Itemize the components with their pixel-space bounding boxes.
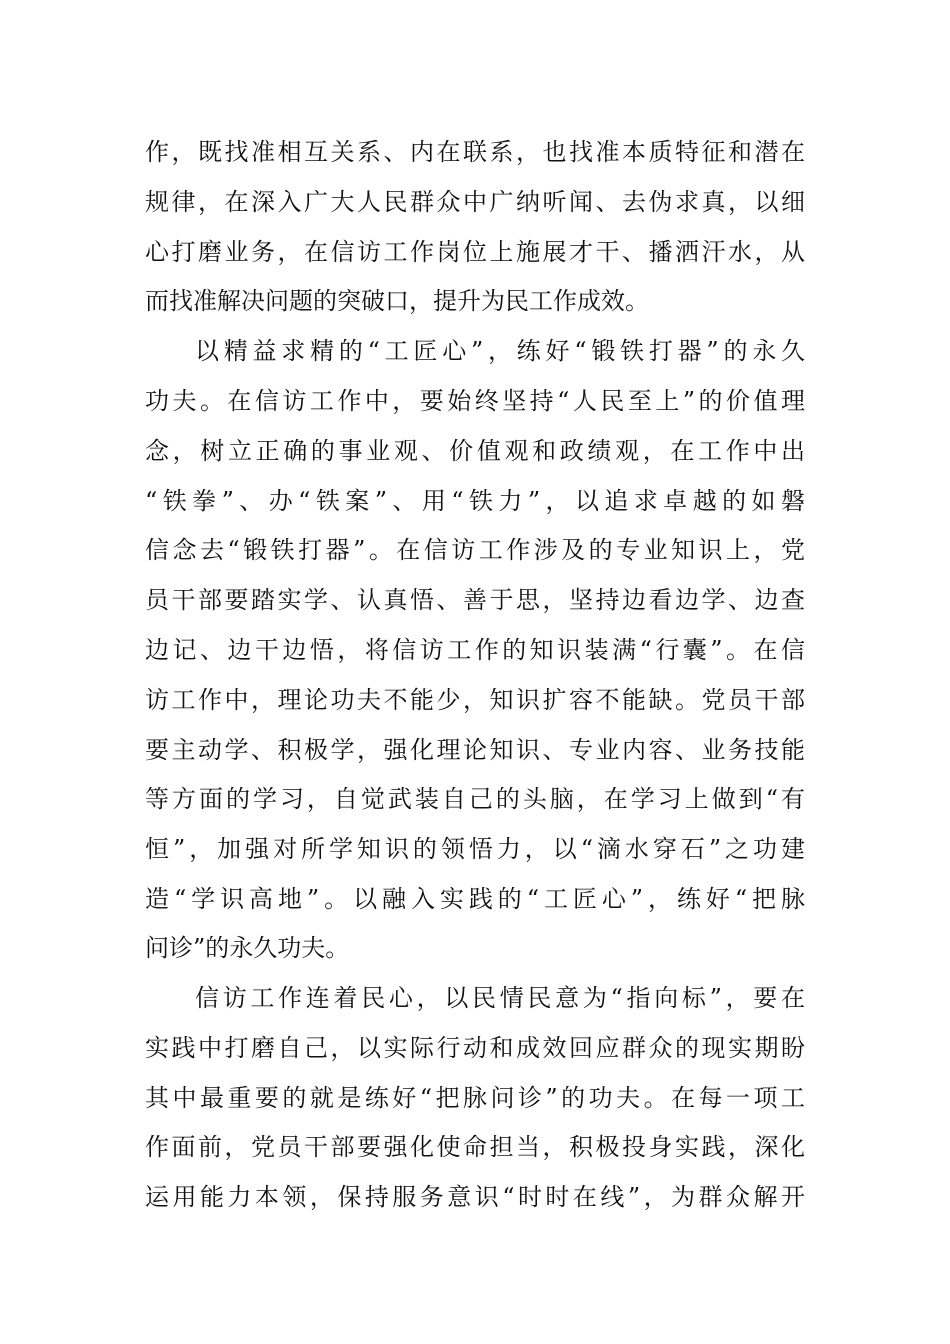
paragraph-line: 运用能力本领，保持服务意识“时时在线”，为群众解开 <box>145 1183 805 1211</box>
paragraph-line: 作，既找准相互关系、内在联系，也找准本质特征和潜在 <box>145 138 805 166</box>
paragraph-line: 以精益求精的“工匠心”，练好“锻铁打器”的永久 <box>195 337 805 365</box>
paragraph-line: 信访工作连着民心，以民情民意为“指向标”，要在 <box>195 984 805 1012</box>
paragraph-line: 心打磨业务，在信访工作岗位上施展才干、播洒汗水，从 <box>145 238 805 266</box>
paragraph-line: 规律，在深入广大人民群众中广纳听闻、去伪求真，以细 <box>145 188 805 216</box>
paragraph-line: 念，树立正确的事业观、价值观和政绩观，在工作中出 <box>145 437 805 465</box>
paragraph-line: 问诊”的永久功夫。 <box>145 934 350 962</box>
paragraph-line: 实践中打磨自己，以实际行动和成效回应群众的现实期盼 <box>145 1034 805 1062</box>
paragraph-line: 访工作中，理论功夫不能少，知识扩容不能缺。党员干部 <box>145 686 805 714</box>
paragraph-line: 恒”，加强对所学知识的领悟力，以“滴水穿石”之功建 <box>145 835 805 863</box>
paragraph-line: 要主动学、积极学，强化理论知识、专业内容、业务技能 <box>145 736 805 764</box>
paragraph-line: 员干部要踏实学、认真悟、善于思，坚持边看边学、边查 <box>145 586 805 614</box>
paragraph-line: 其中最重要的就是练好“把脉问诊”的功夫。在每一项工 <box>145 1084 805 1112</box>
paragraph-line: 造“学识高地”。以融入实践的“工匠心”，练好“把脉 <box>145 885 805 913</box>
paragraph-line: 信念去“锻铁打器”。在信访工作涉及的专业知识上，党 <box>145 536 805 564</box>
paragraph-line: 等方面的学习，自觉武装自己的头脑，在学习上做到“有 <box>145 785 805 813</box>
paragraph-line: 而找准解决问题的突破口，提升为民工作成效。 <box>145 287 649 315</box>
paragraph-line: 边记、边干边悟，将信访工作的知识装满“行囊”。在信 <box>145 636 805 664</box>
paragraph-line: 功夫。在信访工作中，要始终坚持“人民至上”的价值理 <box>145 387 805 415</box>
paragraph-line: “铁拳”、办“铁案”、用“铁力”，以追求卓越的如磐 <box>145 487 805 515</box>
paragraph-line: 作面前，党员干部要强化使命担当，积极投身实践，深化 <box>145 1133 805 1161</box>
